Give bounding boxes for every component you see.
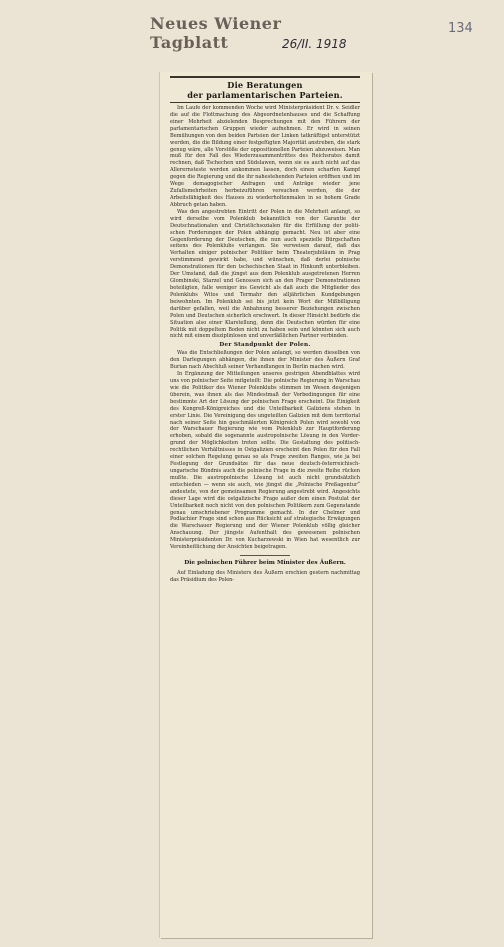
article-headline	[170, 80, 360, 100]
article-paragraph-1: Im Laufe der kommenden Woche wird Ministerpräsident Dr. v. Seidler die auf die Flottmachung des Abgeordnetenhauses und die Schaffung einer Mehrheit abzielenden Besprechungen mit den Führern der parlamentarischen Gruppen wieder aufnehmen. Er wird in seinen Bemühungen von den beiden Parteien der Linken tatkräftigst unterstützt werden, die die Bildung einer festgefügten Majorität anstreben, die stark genug wäre, alle Vorstöße der oppositionellen Parteien abzuweisen. Man muß für den Fall des Wiederzusammentrittes des Reichsrates damit rechnen, daß Tschechen und Südslawen, wenn sie es auch nicht auf das Allerernsteste werden ankommen lassen, doch einen scharfen Kampf gegen die Regierung und die ihr nahestehenden Parteien eröffnen und im Wege demagogischer Anfragen und Anträge wieder jene Zufallsmehrheiten herbeizuführen versuchen werden, die der Arbeitsfähigkeit des Hauses zu wiederholtenmalen in so hohem Grade Abbruch getan haben.	[170, 105, 360, 208]
section-heading: Der Standpunkt der Polen.	[219, 342, 311, 349]
page-number: 134	[448, 21, 473, 36]
article-paragraph-3: Was die Entschließungen der Polen anlangt, so werden dieselben von den Darlegungen abhängen, die ihnen der Minister des Äußern Graf Burian nach Abschluß seiner Verhandlungen in Berlin machen wird.	[170, 350, 360, 371]
newspaper-clipping	[160, 72, 372, 938]
article-paragraph-4: In Ergänzung der Mitteilungen unseres gestrigen Abendblattes wird uns von polnischer Seite mitgeteilt: Die polnische Regierung in Warschau wie die Politiker des Wiener Polenklubs stimmen im Wesen desjenigen überein, was ihnen als das Mindestmaß der Vorbedingungen für eine bestimmte Art der Lösung der polnischen Frage erscheint. Die Einigkeit des Kongreß-Königreiches und die Unteilbarkeit Galiziens stehen in erster Linie. Die Vereinigung des ungeteilten Galizien mit dem territorial nach seiner Seite hin geschmälerten Königreich Polen wird sowohl von der Warschauer Regierung wie vom Polenklub zur Hauptforderung erhoben, sobald die sogenannte austropolnische Lösung in den Vordergrund der Möglichkeiten treten sollte. Die Gestaltung des politisch-rechtlichen Verhältnisses in Ostgalizien erscheint den Polen für den Fall einer solchen Regelung genau so als Frage zweiten Ranges, wie ja bei Festlegung der Grundsätze für das neue deutsch-österreichisch-ungarische Bündnis auch die polnische Frage in die zweite Reihe rücken mußte. Die austropolnische Lösung ist auch nicht grundsätzlich entschieden — wenn sie auch, wie jüngst die „Polnische Preßagentur“ andeutete, von der gemeinsamen Regierung angestrebt wird. Angesichts dieser Lage wird die ostgalizische Frage außer dem einen Postulat der Unteilbarkeit noch nicht von den polnischen Politikern zum Gegenstande genau umschriebener Programme gemacht. In der Chelmer und Podlachier Frage sind schon aus Rücksicht auf strategische Erwägungen die Warschauer Regierung und der Wiener Polenklub völlig gleicher Anschauung. Der jüngste Aufenthalt des gewesenen polnischen Ministerpräsidenten Dr. von Kucharzewski in Wien hat wesentlich zur Vereinheitlichung der Ansichten beigetragen.	[170, 371, 360, 551]
article-paragraph-5: Auf Einladung des Ministers des Äußern erschien gestern nachmittag das Präsidium des Polen-	[170, 570, 360, 583]
section-separator	[240, 555, 290, 556]
clipping-content	[170, 76, 360, 932]
newspaper-masthead: Neues Wiener Tagblatt	[150, 14, 282, 52]
headline-line-2: der parlamentarischen Parteien.	[187, 90, 343, 100]
handwritten-date: 26/II. 1918	[282, 37, 347, 51]
article-paragraph-2: Was den angestrebten Eintritt der Polen in die Mehrheit anlangt, so wird derselbe vom Polenklub bekanntlich von der Garantie der Deutschnationalen und Christlichsozialen für die Erfüllung der politischen Forderungen der Polen abhängig gemacht. Neu ist aber eine Gegenforderung der Deutschen, die nun auch spezielle Bürgschaften seitens des Polenklubs verlangen. Sie verweisen darauf, daß das Verhalten einiger polnischer Politiker beim Theaterjubiläum in Prag verstimmend gewirkt habe, und wünschen, daß derlei polnische Demonstrationen für den tschechischen Staat in Hinkunft unterbleiben. Der Umstand, daß die jüngst aus dem Polenklub ausgetretenen Herren Glombinski, Starzel und Genossen sich an den Prager Demonstrationen beteiligten, falle weniger ins Gewicht als daß auch die Mitglieder des Polenklubs Witos und Termahr den alljährlichen Kundgebungen beiwohnten. Im Polenklub sei bis jetzt kein Wort der Mißbilligung darüber gefallen, weil die Anbahnung besserer Beziehungen zwischen Polen und Deutschen sicherlich erschwert. In dieser Hinsicht bedürfe die Situation also einer Klarstellung, denn die Deutschen würden für eine Politik mit doppeltem Boden nicht zu haben sein und könnten sich auch nicht mit einem disziplinlosen und unverläßlichen Partner verbinden.	[170, 208, 360, 340]
headline-line-1: Die Beratungen	[227, 80, 303, 90]
top-rule	[170, 76, 360, 78]
headline-rule	[170, 102, 360, 103]
final-section-heading: Die polnischen Führer beim Minister des Äußern.	[184, 560, 346, 567]
